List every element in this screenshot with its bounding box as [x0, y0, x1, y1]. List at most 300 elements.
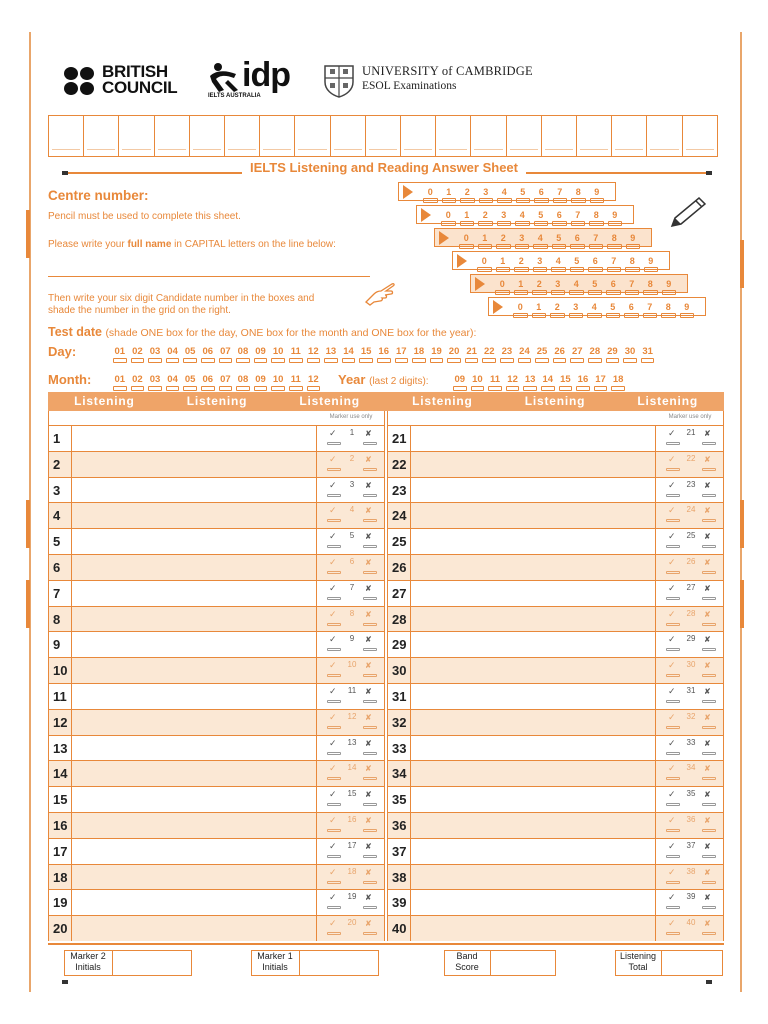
digit-option[interactable]: 9: [642, 256, 661, 266]
correct-bubble[interactable]: [327, 855, 341, 858]
cross-icon: ✘: [704, 764, 711, 774]
tick-icon: ✓: [329, 609, 337, 620]
name-letter-box[interactable]: [119, 116, 154, 156]
incorrect-bubble[interactable]: [702, 726, 716, 729]
tick-icon: ✓: [668, 919, 676, 930]
incorrect-bubble[interactable]: [363, 726, 377, 729]
bottom-mark-right: [706, 980, 712, 984]
digit-option[interactable]: 1: [512, 279, 531, 289]
incorrect-bubble[interactable]: [702, 752, 716, 755]
digit-option[interactable]: 8: [659, 302, 678, 312]
question-number: 18: [53, 869, 68, 885]
answer-field[interactable]: [410, 839, 656, 864]
name-letter-box[interactable]: [612, 116, 647, 156]
day-option[interactable]: 24: [516, 346, 534, 357]
digit-option[interactable]: 4: [513, 210, 532, 220]
correct-bubble[interactable]: [327, 468, 341, 471]
month-option[interactable]: 07: [217, 374, 235, 385]
digit-option[interactable]: 3: [567, 302, 586, 312]
incorrect-bubble[interactable]: [702, 906, 716, 909]
marker-question-number: 6: [349, 557, 355, 566]
correct-bubble[interactable]: [327, 829, 341, 832]
digit-option[interactable]: 2: [494, 233, 513, 243]
day-option[interactable]: 29: [604, 346, 622, 357]
digit-option[interactable]: 6: [622, 302, 641, 312]
digit-option[interactable]: 5: [604, 302, 623, 312]
digit-option[interactable]: 4: [495, 187, 514, 197]
answer-field[interactable]: [410, 555, 656, 580]
day-option[interactable]: 17: [393, 346, 411, 357]
digit-option[interactable]: 7: [605, 256, 624, 266]
correct-bubble[interactable]: [327, 777, 341, 780]
question-number: 33: [392, 740, 407, 756]
correct-bubble[interactable]: [666, 545, 680, 548]
digit-option[interactable]: 0: [439, 210, 458, 220]
digit-option[interactable]: 2: [548, 302, 567, 312]
correct-bubble[interactable]: [327, 545, 341, 548]
name-letter-box[interactable]: [542, 116, 577, 156]
correct-bubble[interactable]: [666, 906, 680, 909]
correct-bubble[interactable]: [666, 855, 680, 858]
digit-option[interactable]: 3: [495, 210, 514, 220]
day-option[interactable]: 22: [480, 346, 498, 357]
correct-bubble[interactable]: [666, 571, 680, 574]
answer-field[interactable]: [71, 813, 317, 838]
digit-option[interactable]: 0: [511, 302, 530, 312]
year-option[interactable]: 12: [504, 374, 522, 385]
marker2-initials-field[interactable]: [112, 950, 192, 976]
answer-field[interactable]: [410, 426, 656, 451]
answer-field[interactable]: [71, 736, 317, 761]
digit-option[interactable]: 9: [624, 233, 643, 243]
digit-option[interactable]: 8: [623, 256, 642, 266]
digit-option[interactable]: 8: [569, 187, 588, 197]
digit-option[interactable]: 1: [458, 210, 477, 220]
answer-field[interactable]: [71, 503, 317, 528]
answer-field[interactable]: [71, 658, 317, 683]
answer-field[interactable]: [410, 710, 656, 735]
answer-field[interactable]: [410, 452, 656, 477]
month-option[interactable]: 10: [269, 374, 287, 385]
digit-option[interactable]: 9: [588, 187, 607, 197]
cross-icon: ✘: [365, 609, 372, 619]
correct-bubble[interactable]: [666, 777, 680, 780]
tick-icon: ✓: [329, 919, 337, 930]
month-option[interactable]: 09: [252, 374, 270, 385]
correct-bubble[interactable]: [666, 648, 680, 651]
digit-option[interactable]: 9: [606, 210, 625, 220]
answer-field[interactable]: [71, 890, 317, 915]
name-letter-box[interactable]: [366, 116, 401, 156]
digit-option[interactable]: 1: [494, 256, 513, 266]
digit-option[interactable]: 0: [493, 279, 512, 289]
question-number: 17: [53, 843, 68, 859]
digit-option[interactable]: 9: [678, 302, 697, 312]
correct-bubble[interactable]: [327, 752, 341, 755]
digit-option[interactable]: 1: [440, 187, 459, 197]
tick-icon: ✓: [668, 661, 676, 672]
month-option[interactable]: 11: [287, 374, 305, 385]
answer-row: [49, 864, 384, 890]
band-score-field[interactable]: [490, 950, 556, 976]
correct-bubble[interactable]: [327, 623, 341, 626]
answer-field[interactable]: [410, 607, 656, 632]
digit-option[interactable]: 8: [605, 233, 624, 243]
question-number: 6: [53, 560, 61, 575]
correct-bubble[interactable]: [666, 803, 680, 806]
incorrect-bubble[interactable]: [702, 545, 716, 548]
correct-bubble[interactable]: [327, 648, 341, 651]
incorrect-bubble[interactable]: [363, 829, 377, 832]
correct-bubble[interactable]: [666, 726, 680, 729]
day-option[interactable]: 05: [181, 346, 199, 357]
correct-bubble[interactable]: [327, 442, 341, 445]
day-option[interactable]: 06: [199, 346, 217, 357]
day-option[interactable]: 10: [269, 346, 287, 357]
digit-option[interactable]: 6: [550, 210, 569, 220]
incorrect-bubble[interactable]: [702, 623, 716, 626]
incorrect-bubble[interactable]: [702, 674, 716, 677]
marker-box: [658, 813, 722, 838]
name-letter-box[interactable]: [331, 116, 366, 156]
digit-option[interactable]: 5: [550, 233, 569, 243]
answer-row: [388, 786, 723, 812]
year-option[interactable]: 10: [469, 374, 487, 385]
incorrect-bubble[interactable]: [363, 674, 377, 677]
correct-bubble[interactable]: [327, 932, 341, 935]
incorrect-bubble[interactable]: [702, 597, 716, 600]
digit-option[interactable]: 2: [458, 187, 477, 197]
cross-icon: ✘: [365, 635, 372, 645]
digit-option[interactable]: 4: [549, 256, 568, 266]
digit-option[interactable]: 5: [586, 279, 605, 289]
incorrect-bubble[interactable]: [363, 881, 377, 884]
correct-bubble[interactable]: [327, 700, 341, 703]
year-option[interactable]: 13: [521, 374, 539, 385]
answer-field[interactable]: [71, 916, 317, 941]
name-letter-box[interactable]: [190, 116, 225, 156]
correct-bubble[interactable]: [327, 494, 341, 497]
tick-icon: ✓: [668, 816, 676, 826]
question-number: 38: [392, 869, 407, 885]
cross-icon: ✘: [704, 790, 711, 800]
tick-icon: ✓: [329, 816, 337, 826]
incorrect-bubble[interactable]: [363, 442, 377, 445]
day-option[interactable]: 04: [164, 346, 182, 357]
marker1-initials-field[interactable]: [299, 950, 379, 976]
answer-field[interactable]: [410, 658, 656, 683]
incorrect-bubble[interactable]: [363, 906, 377, 909]
centre-number-label: Centre number:: [48, 188, 149, 203]
answer-field[interactable]: [410, 890, 656, 915]
day-option[interactable]: 21: [463, 346, 481, 357]
month-option[interactable]: 04: [164, 374, 182, 385]
incorrect-bubble[interactable]: [363, 777, 377, 780]
full-name-line[interactable]: [48, 276, 370, 277]
name-letter-box[interactable]: [401, 116, 436, 156]
tick-icon: ✓: [668, 506, 676, 517]
name-letter-box[interactable]: [225, 116, 260, 156]
marker-question-number: 39: [686, 892, 696, 902]
name-letter-box[interactable]: [436, 116, 471, 156]
answer-field[interactable]: [71, 581, 317, 606]
incorrect-bubble[interactable]: [702, 881, 716, 884]
digit-option[interactable]: 5: [532, 210, 551, 220]
tick-icon: ✓: [668, 480, 676, 491]
day-option[interactable]: 28: [586, 346, 604, 357]
correct-bubble[interactable]: [327, 597, 341, 600]
marker-box: [658, 581, 722, 606]
answer-row: [49, 606, 384, 632]
year-option[interactable]: 15: [557, 374, 575, 385]
digit-option[interactable]: 0: [457, 233, 476, 243]
name-letter-box[interactable]: [647, 116, 682, 156]
correct-bubble[interactable]: [666, 623, 680, 626]
digit-option[interactable]: 8: [641, 279, 660, 289]
day-option[interactable]: 25: [533, 346, 551, 357]
marker-box: [658, 684, 722, 709]
incorrect-bubble[interactable]: [702, 803, 716, 806]
incorrect-bubble[interactable]: [363, 932, 377, 935]
month-option[interactable]: 12: [305, 374, 323, 385]
name-letter-box[interactable]: [84, 116, 119, 156]
digit-option[interactable]: 4: [567, 279, 586, 289]
name-letter-box[interactable]: [49, 116, 84, 156]
year-option[interactable]: 17: [592, 374, 610, 385]
correct-bubble[interactable]: [327, 881, 341, 884]
incorrect-bubble[interactable]: [702, 494, 716, 497]
name-letter-box[interactable]: [507, 116, 542, 156]
digit-option[interactable]: 8: [587, 210, 606, 220]
question-number: 39: [392, 895, 407, 911]
question-number: 23: [392, 482, 407, 498]
answer-row: [388, 683, 723, 709]
digit-option[interactable]: 1: [476, 233, 495, 243]
digit-option[interactable]: 7: [551, 187, 570, 197]
incorrect-bubble[interactable]: [363, 752, 377, 755]
day-option[interactable]: 08: [234, 346, 252, 357]
correct-bubble[interactable]: [327, 674, 341, 677]
year-option[interactable]: 14: [539, 374, 557, 385]
answer-field[interactable]: [71, 839, 317, 864]
name-boxes: [48, 115, 718, 157]
listening-total-field[interactable]: [661, 950, 723, 976]
answer-field[interactable]: [71, 555, 317, 580]
answer-field[interactable]: [410, 478, 656, 503]
month-option[interactable]: 03: [146, 374, 164, 385]
incorrect-bubble[interactable]: [702, 932, 716, 935]
digit-option[interactable]: 1: [530, 302, 549, 312]
incorrect-bubble[interactable]: [363, 623, 377, 626]
digit-option[interactable]: 0: [421, 187, 440, 197]
incorrect-bubble[interactable]: [702, 468, 716, 471]
correct-bubble[interactable]: [666, 468, 680, 471]
answer-field[interactable]: [71, 607, 317, 632]
month-option[interactable]: 05: [181, 374, 199, 385]
answer-field[interactable]: [71, 710, 317, 735]
incorrect-bubble[interactable]: [363, 571, 377, 574]
digit-option[interactable]: 0: [475, 256, 494, 266]
digit-option[interactable]: 4: [531, 233, 550, 243]
marker-question-number: 27: [686, 582, 696, 592]
day-option[interactable]: 18: [410, 346, 428, 357]
correct-bubble[interactable]: [327, 906, 341, 909]
answer-field[interactable]: [71, 787, 317, 812]
digit-option[interactable]: 2: [512, 256, 531, 266]
year-option[interactable]: 18: [609, 374, 627, 385]
digit-option[interactable]: 7: [569, 210, 588, 220]
digit-option[interactable]: 5: [514, 187, 533, 197]
answer-column-left: [48, 411, 385, 941]
digit-option[interactable]: 5: [568, 256, 587, 266]
correct-bubble[interactable]: [666, 700, 680, 703]
digit-option[interactable]: 7: [587, 233, 606, 243]
correct-bubble[interactable]: [666, 829, 680, 832]
month-option[interactable]: 08: [234, 374, 252, 385]
correct-bubble[interactable]: [327, 571, 341, 574]
candidate-digit-row: [416, 205, 634, 224]
answer-field[interactable]: [410, 581, 656, 606]
left-mark-2: [26, 500, 30, 548]
answer-field[interactable]: [410, 736, 656, 761]
correct-bubble[interactable]: [666, 597, 680, 600]
digit-option[interactable]: 7: [623, 279, 642, 289]
answer-field[interactable]: [410, 761, 656, 786]
incorrect-bubble[interactable]: [363, 803, 377, 806]
correct-bubble[interactable]: [666, 442, 680, 445]
digit-option[interactable]: 6: [568, 233, 587, 243]
answer-field[interactable]: [71, 865, 317, 890]
day-option[interactable]: 20: [445, 346, 463, 357]
correct-bubble[interactable]: [666, 932, 680, 935]
digit-option[interactable]: 3: [549, 279, 568, 289]
incorrect-bubble[interactable]: [363, 494, 377, 497]
name-letter-box[interactable]: [155, 116, 190, 156]
day-option[interactable]: 14: [340, 346, 358, 357]
answer-field[interactable]: [410, 503, 656, 528]
answer-field[interactable]: [71, 761, 317, 786]
day-option[interactable]: 26: [551, 346, 569, 357]
day-option[interactable]: 01: [111, 346, 129, 357]
correct-bubble[interactable]: [327, 726, 341, 729]
year-option[interactable]: 16: [574, 374, 592, 385]
day-option[interactable]: 02: [129, 346, 147, 357]
day-option[interactable]: 23: [498, 346, 516, 357]
digit-option[interactable]: 3: [477, 187, 496, 197]
incorrect-bubble[interactable]: [702, 829, 716, 832]
day-option[interactable]: 27: [568, 346, 586, 357]
day-option[interactable]: 11: [287, 346, 305, 357]
digit-option[interactable]: 3: [513, 233, 532, 243]
incorrect-bubble[interactable]: [702, 777, 716, 780]
name-letter-box[interactable]: [683, 116, 717, 156]
day-option[interactable]: 19: [428, 346, 446, 357]
day-option[interactable]: 30: [621, 346, 639, 357]
answer-field[interactable]: [410, 529, 656, 554]
month-option[interactable]: 01: [111, 374, 129, 385]
incorrect-bubble[interactable]: [363, 648, 377, 651]
name-letter-box[interactable]: [260, 116, 295, 156]
marker-box: [319, 710, 383, 735]
day-option[interactable]: 15: [357, 346, 375, 357]
day-option[interactable]: 09: [252, 346, 270, 357]
correct-bubble[interactable]: [666, 519, 680, 522]
incorrect-bubble[interactable]: [363, 855, 377, 858]
day-option[interactable]: 31: [639, 346, 657, 357]
answer-field[interactable]: [71, 426, 317, 451]
incorrect-bubble[interactable]: [702, 519, 716, 522]
name-letter-box[interactable]: [471, 116, 506, 156]
answer-field[interactable]: [410, 632, 656, 657]
tick-icon: ✓: [668, 893, 676, 904]
digit-option[interactable]: 7: [641, 302, 660, 312]
correct-bubble[interactable]: [666, 752, 680, 755]
day-option[interactable]: 03: [146, 346, 164, 357]
day-option[interactable]: 13: [322, 346, 340, 357]
digit-option[interactable]: 6: [586, 256, 605, 266]
cross-icon: ✘: [704, 609, 711, 619]
answer-field[interactable]: [71, 452, 317, 477]
day-option[interactable]: 12: [305, 346, 323, 357]
tick-icon: ✓: [329, 506, 337, 517]
incorrect-bubble[interactable]: [702, 855, 716, 858]
year-option[interactable]: 11: [486, 374, 504, 385]
answer-row: [49, 709, 384, 735]
answer-field[interactable]: [71, 529, 317, 554]
digit-option[interactable]: 2: [530, 279, 549, 289]
marker-question-number: 24: [686, 505, 696, 515]
name-letter-box[interactable]: [295, 116, 330, 156]
answer-field[interactable]: [410, 865, 656, 890]
day-option[interactable]: 07: [217, 346, 235, 357]
answer-field[interactable]: [410, 684, 656, 709]
correct-bubble[interactable]: [666, 494, 680, 497]
day-option[interactable]: 16: [375, 346, 393, 357]
answer-field[interactable]: [71, 632, 317, 657]
digit-option[interactable]: 6: [532, 187, 551, 197]
incorrect-bubble[interactable]: [363, 519, 377, 522]
incorrect-bubble[interactable]: [363, 597, 377, 600]
incorrect-bubble[interactable]: [702, 700, 716, 703]
correct-bubble[interactable]: [666, 674, 680, 677]
correct-bubble[interactable]: [327, 519, 341, 522]
name-letter-box[interactable]: [577, 116, 612, 156]
correct-bubble[interactable]: [666, 881, 680, 884]
digit-option[interactable]: 6: [604, 279, 623, 289]
answer-field[interactable]: [71, 478, 317, 503]
digit-option[interactable]: 2: [476, 210, 495, 220]
answer-field[interactable]: [410, 813, 656, 838]
correct-bubble[interactable]: [327, 803, 341, 806]
incorrect-bubble[interactable]: [363, 700, 377, 703]
tick-icon: ✓: [668, 790, 676, 801]
answer-field[interactable]: [410, 787, 656, 812]
digit-option[interactable]: 4: [585, 302, 604, 312]
year-option[interactable]: 09: [451, 374, 469, 385]
incorrect-bubble[interactable]: [702, 648, 716, 651]
incorrect-bubble[interactable]: [702, 442, 716, 445]
digit-option[interactable]: 3: [531, 256, 550, 266]
incorrect-bubble[interactable]: [363, 545, 377, 548]
incorrect-bubble[interactable]: [363, 468, 377, 471]
digit-option[interactable]: 9: [660, 279, 679, 289]
answer-row: [388, 606, 723, 632]
incorrect-bubble[interactable]: [702, 571, 716, 574]
month-option[interactable]: 02: [129, 374, 147, 385]
month-option[interactable]: 06: [199, 374, 217, 385]
answer-field[interactable]: [71, 684, 317, 709]
answer-field[interactable]: [410, 916, 656, 941]
